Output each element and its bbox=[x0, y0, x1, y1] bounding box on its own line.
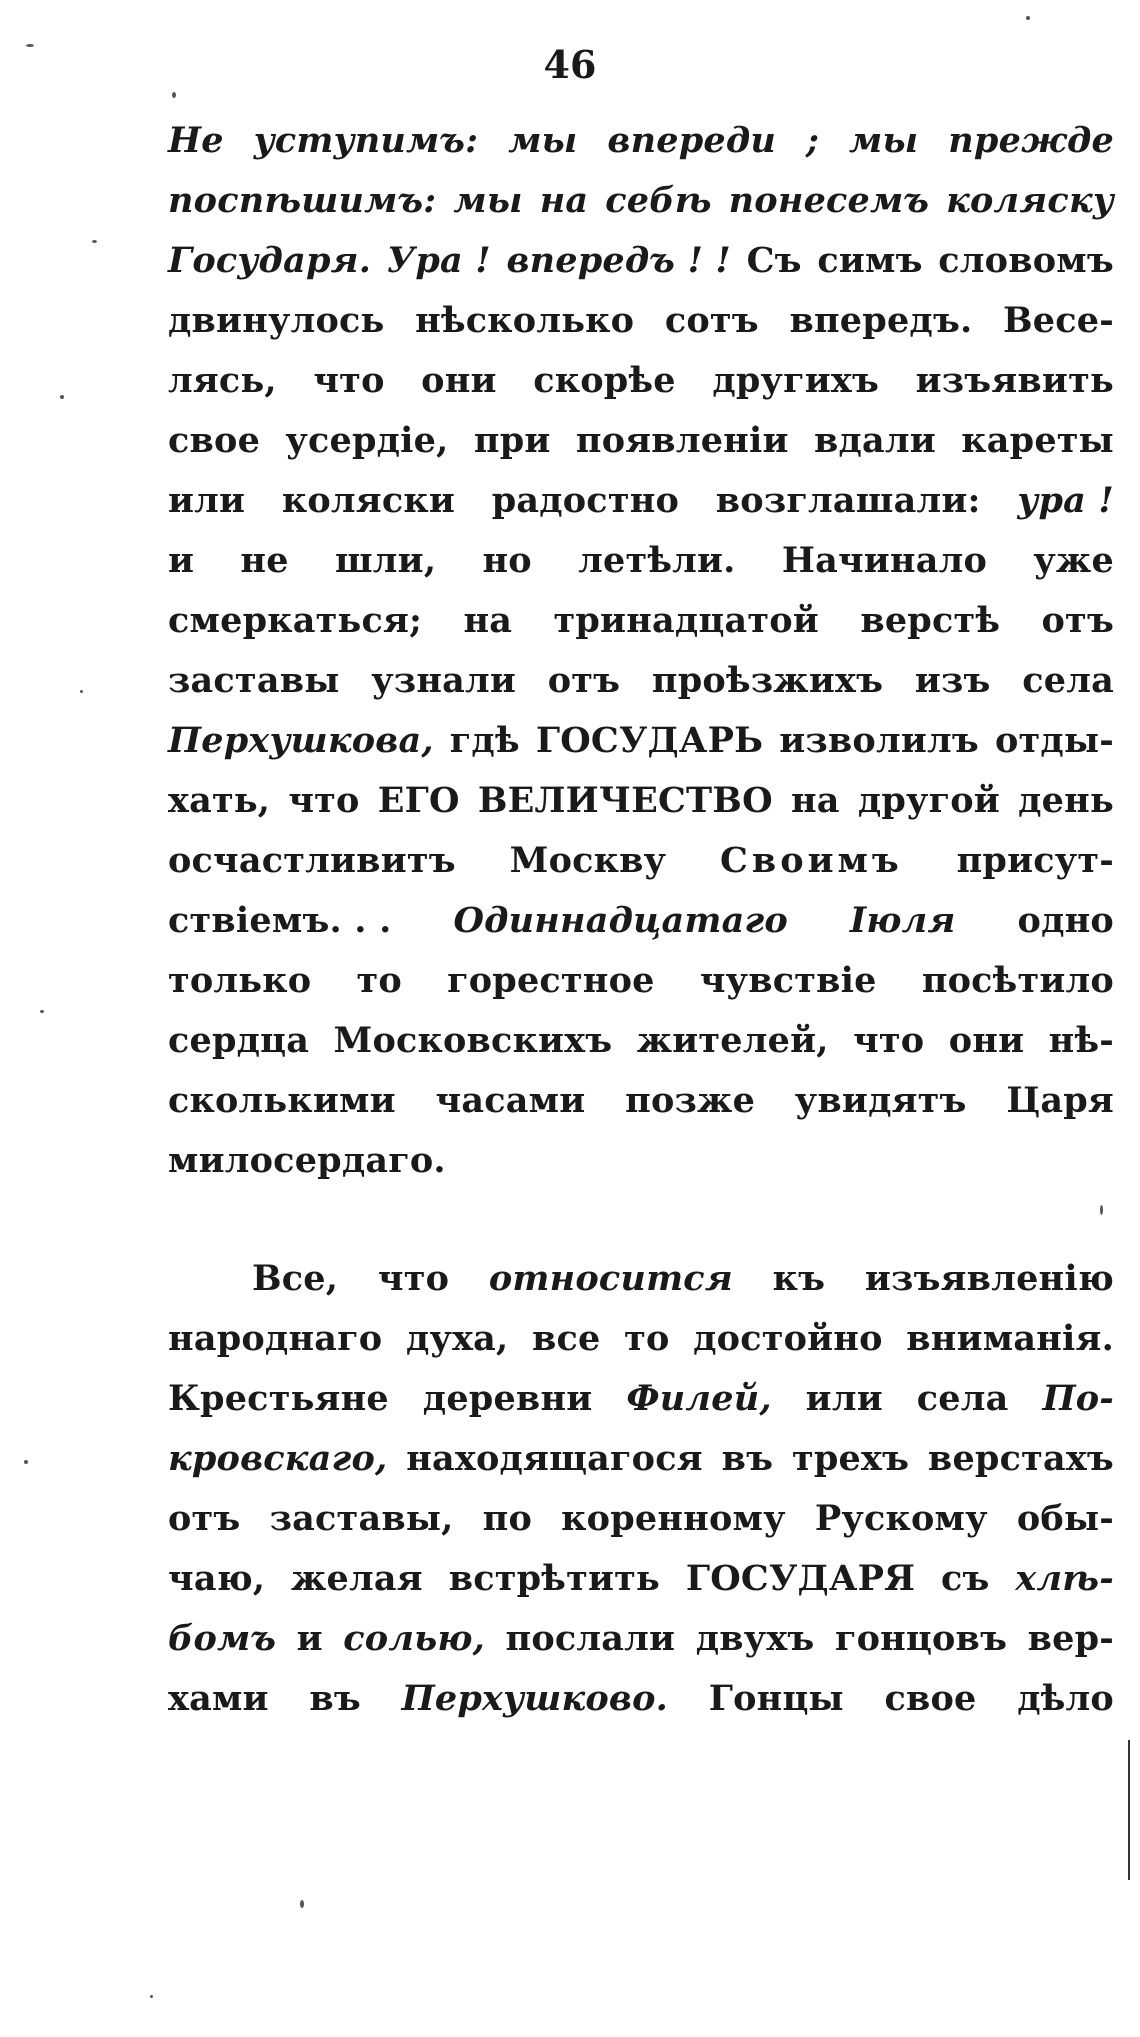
word: появленіи bbox=[575, 420, 789, 461]
word: ГОСУДАРЬ bbox=[535, 720, 764, 761]
word: то bbox=[624, 1318, 670, 1359]
word: духа, bbox=[405, 1318, 509, 1359]
word: уже bbox=[1033, 540, 1114, 581]
word: Своимъ bbox=[720, 840, 903, 881]
word: впередъ. bbox=[789, 300, 973, 341]
word: ВЕЛИЧЕСТВО bbox=[477, 780, 773, 821]
word: только bbox=[168, 960, 312, 1001]
word: понесемъ bbox=[728, 180, 930, 221]
text-line bbox=[168, 1020, 1114, 1080]
text-line bbox=[168, 300, 1114, 360]
word: Одиннадцатаго bbox=[453, 900, 788, 941]
scan-speck bbox=[172, 92, 176, 98]
word: впереди bbox=[607, 120, 777, 161]
word: въ bbox=[721, 1438, 774, 1479]
word: села bbox=[916, 1378, 1009, 1419]
word: часами bbox=[435, 1080, 586, 1121]
word: Рускому bbox=[814, 1498, 988, 1539]
word: солью, bbox=[343, 1618, 486, 1659]
scan-edge-line bbox=[1128, 1740, 1130, 1880]
word: верстахъ bbox=[927, 1438, 1114, 1479]
word: бомъ bbox=[168, 1618, 277, 1659]
word: къ bbox=[772, 1258, 826, 1299]
word: что bbox=[853, 1020, 925, 1061]
word: двинулось bbox=[168, 300, 385, 341]
word: чаю, bbox=[168, 1558, 266, 1599]
word: посѣтило bbox=[921, 960, 1114, 1001]
word: позже bbox=[625, 1080, 756, 1121]
scan-speck bbox=[40, 1010, 44, 1013]
word: коренному bbox=[561, 1498, 786, 1539]
text-line bbox=[168, 780, 1114, 840]
word: деревни bbox=[422, 1378, 593, 1419]
text-line bbox=[168, 180, 1114, 240]
word: Весе- bbox=[1003, 300, 1114, 341]
word: возглашали: bbox=[715, 480, 981, 521]
word: изъявить bbox=[915, 360, 1114, 401]
text-line bbox=[168, 420, 1114, 480]
word: но bbox=[482, 540, 532, 581]
word: одно bbox=[1017, 900, 1114, 941]
word: кареты bbox=[961, 420, 1114, 461]
word: радостно bbox=[491, 480, 680, 521]
word: поспѣшимъ: bbox=[168, 180, 437, 221]
paragraph-1 bbox=[168, 120, 1114, 1200]
word: другой bbox=[857, 780, 1000, 821]
word: и bbox=[168, 540, 195, 581]
text-line bbox=[168, 120, 1114, 180]
word: усердіе, bbox=[285, 420, 449, 461]
word: съ bbox=[941, 1558, 990, 1599]
word: сотъ bbox=[664, 300, 759, 341]
word: гонцовъ bbox=[834, 1618, 1008, 1659]
word: Начинало bbox=[781, 540, 988, 581]
word: Крестьяне bbox=[168, 1378, 389, 1419]
word: отъ bbox=[547, 660, 621, 701]
word: жителей, bbox=[636, 1020, 829, 1061]
text-line bbox=[168, 900, 1114, 960]
word: коляску bbox=[946, 180, 1114, 221]
word: Государя. bbox=[168, 240, 372, 281]
word: присут- bbox=[956, 840, 1114, 881]
word: обы- bbox=[1016, 1498, 1114, 1539]
text-line bbox=[168, 600, 1114, 660]
word: ствіемъ. . . bbox=[168, 900, 392, 941]
text-line bbox=[168, 1140, 1114, 1200]
word: Перхушкова, bbox=[168, 720, 434, 761]
word: отъ bbox=[1041, 600, 1114, 641]
word: что bbox=[288, 780, 360, 821]
text-line bbox=[168, 840, 1114, 900]
word: на bbox=[539, 180, 589, 221]
word: горестное bbox=[447, 960, 655, 1001]
word: лясь, bbox=[168, 360, 277, 401]
word: хлѣ- bbox=[1015, 1558, 1114, 1599]
word: то bbox=[356, 960, 402, 1001]
word: Ура ! bbox=[386, 240, 491, 281]
text-line bbox=[168, 540, 1114, 600]
word: Москву bbox=[509, 840, 667, 881]
word: словомъ bbox=[938, 240, 1114, 281]
text-line bbox=[168, 1498, 1114, 1558]
scan-speck bbox=[300, 1900, 304, 1908]
word: коляски bbox=[281, 480, 455, 521]
word: скорѣе bbox=[533, 360, 676, 401]
word: себѣ bbox=[605, 180, 712, 221]
word: отды- bbox=[995, 720, 1114, 761]
word: другихъ bbox=[712, 360, 880, 401]
text-line bbox=[168, 360, 1114, 420]
scan-speck bbox=[80, 690, 83, 693]
word: свое bbox=[168, 420, 261, 461]
word: смеркаться; bbox=[168, 600, 423, 641]
word: встрѣтить bbox=[448, 1558, 660, 1599]
word: впередъ ! ! bbox=[506, 240, 731, 281]
word: изъ bbox=[914, 660, 991, 701]
word: по bbox=[482, 1498, 533, 1539]
text-line bbox=[168, 720, 1114, 780]
word: Все, bbox=[252, 1258, 339, 1299]
word: Московскихъ bbox=[333, 1020, 613, 1061]
scan-speck bbox=[24, 1460, 28, 1464]
scan-speck bbox=[1100, 1205, 1103, 1215]
word: вер- bbox=[1027, 1618, 1114, 1659]
word: чувствіе bbox=[699, 960, 877, 1001]
word: или bbox=[168, 480, 246, 521]
word: мы bbox=[508, 120, 578, 161]
word: ГОСУДАРЯ bbox=[685, 1558, 916, 1599]
page-number: 46 bbox=[543, 42, 597, 87]
word: сердца bbox=[168, 1020, 310, 1061]
word: Перхушково. bbox=[401, 1678, 669, 1719]
word: узнали bbox=[371, 660, 517, 701]
word: По- bbox=[1042, 1378, 1114, 1419]
word: села bbox=[1022, 660, 1114, 701]
scan-speck bbox=[26, 44, 34, 47]
word: нѣ- bbox=[1048, 1020, 1114, 1061]
word: мы bbox=[453, 180, 523, 221]
text-line bbox=[168, 1080, 1114, 1140]
word: верстѣ bbox=[860, 600, 1001, 641]
word: заставы, bbox=[269, 1498, 454, 1539]
word: Не bbox=[168, 120, 224, 161]
word: нѣсколько bbox=[415, 300, 635, 341]
word: отъ bbox=[168, 1498, 241, 1539]
word: Царя bbox=[1006, 1080, 1114, 1121]
word: они bbox=[421, 360, 497, 401]
word: день bbox=[1018, 780, 1114, 821]
word: достойно bbox=[693, 1318, 883, 1359]
text-line bbox=[168, 1438, 1114, 1498]
word: не bbox=[240, 540, 289, 581]
scan-speck bbox=[60, 395, 64, 399]
word: трехъ bbox=[791, 1438, 910, 1479]
word: вниманія. bbox=[906, 1318, 1114, 1359]
text-line bbox=[168, 480, 1114, 540]
scan-speck bbox=[150, 1995, 153, 1998]
word: дѣло bbox=[1017, 1678, 1114, 1719]
word: Съ bbox=[746, 240, 802, 281]
text-line bbox=[168, 960, 1114, 1020]
word: при bbox=[473, 420, 551, 461]
scan-speck bbox=[92, 240, 97, 243]
word: въ bbox=[309, 1678, 361, 1719]
word: послали bbox=[505, 1618, 676, 1659]
word: летѣли. bbox=[578, 540, 736, 581]
word: ура ! bbox=[1017, 480, 1114, 521]
word: уступимъ: bbox=[253, 120, 479, 161]
word: Гонцы bbox=[708, 1678, 844, 1719]
word: проѣзжихъ bbox=[651, 660, 884, 701]
word: мы bbox=[849, 120, 919, 161]
word: хать, bbox=[168, 780, 271, 821]
text-line bbox=[168, 240, 1114, 300]
word: тринадцатой bbox=[553, 600, 819, 641]
scan-speck bbox=[1026, 16, 1030, 20]
word: увидятъ bbox=[794, 1080, 967, 1121]
word: ЕГО bbox=[377, 780, 460, 821]
text-line bbox=[168, 1558, 1114, 1618]
text-line bbox=[168, 1678, 1114, 1738]
word: желая bbox=[291, 1558, 423, 1599]
word: сколькими bbox=[168, 1080, 396, 1121]
word: относится bbox=[488, 1258, 733, 1299]
word: прежде bbox=[948, 120, 1114, 161]
word: заставы bbox=[168, 660, 340, 701]
word: двухъ bbox=[695, 1618, 815, 1659]
word: или bbox=[805, 1378, 883, 1419]
word: шли, bbox=[334, 540, 437, 581]
word: они bbox=[948, 1020, 1025, 1061]
text-line bbox=[168, 1378, 1114, 1438]
word: Іюля bbox=[849, 900, 956, 941]
word: милосердаго. bbox=[168, 1140, 446, 1181]
word: свое bbox=[884, 1678, 977, 1719]
word: вдали bbox=[813, 420, 936, 461]
word: ; bbox=[805, 120, 820, 161]
paragraph-2 bbox=[168, 1258, 1114, 1738]
word: все bbox=[532, 1318, 601, 1359]
text-line bbox=[168, 1318, 1114, 1378]
word: хами bbox=[168, 1678, 269, 1719]
word: кровскаго, bbox=[168, 1438, 388, 1479]
text-line bbox=[168, 1258, 1114, 1318]
text-line bbox=[168, 1618, 1114, 1678]
word: симъ bbox=[817, 240, 923, 281]
word: что bbox=[313, 360, 385, 401]
word: народнаго bbox=[168, 1318, 383, 1359]
word: находящагося bbox=[406, 1438, 703, 1479]
word: и bbox=[296, 1618, 323, 1659]
word: изъявленію bbox=[864, 1258, 1114, 1299]
word: Филей, bbox=[626, 1378, 772, 1419]
word: на bbox=[463, 600, 513, 641]
word: гдѣ bbox=[449, 720, 520, 761]
word: изволилъ bbox=[779, 720, 979, 761]
word: что bbox=[377, 1258, 450, 1299]
word: осчастливитъ bbox=[168, 840, 456, 881]
text-line bbox=[168, 660, 1114, 720]
word: на bbox=[790, 780, 840, 821]
